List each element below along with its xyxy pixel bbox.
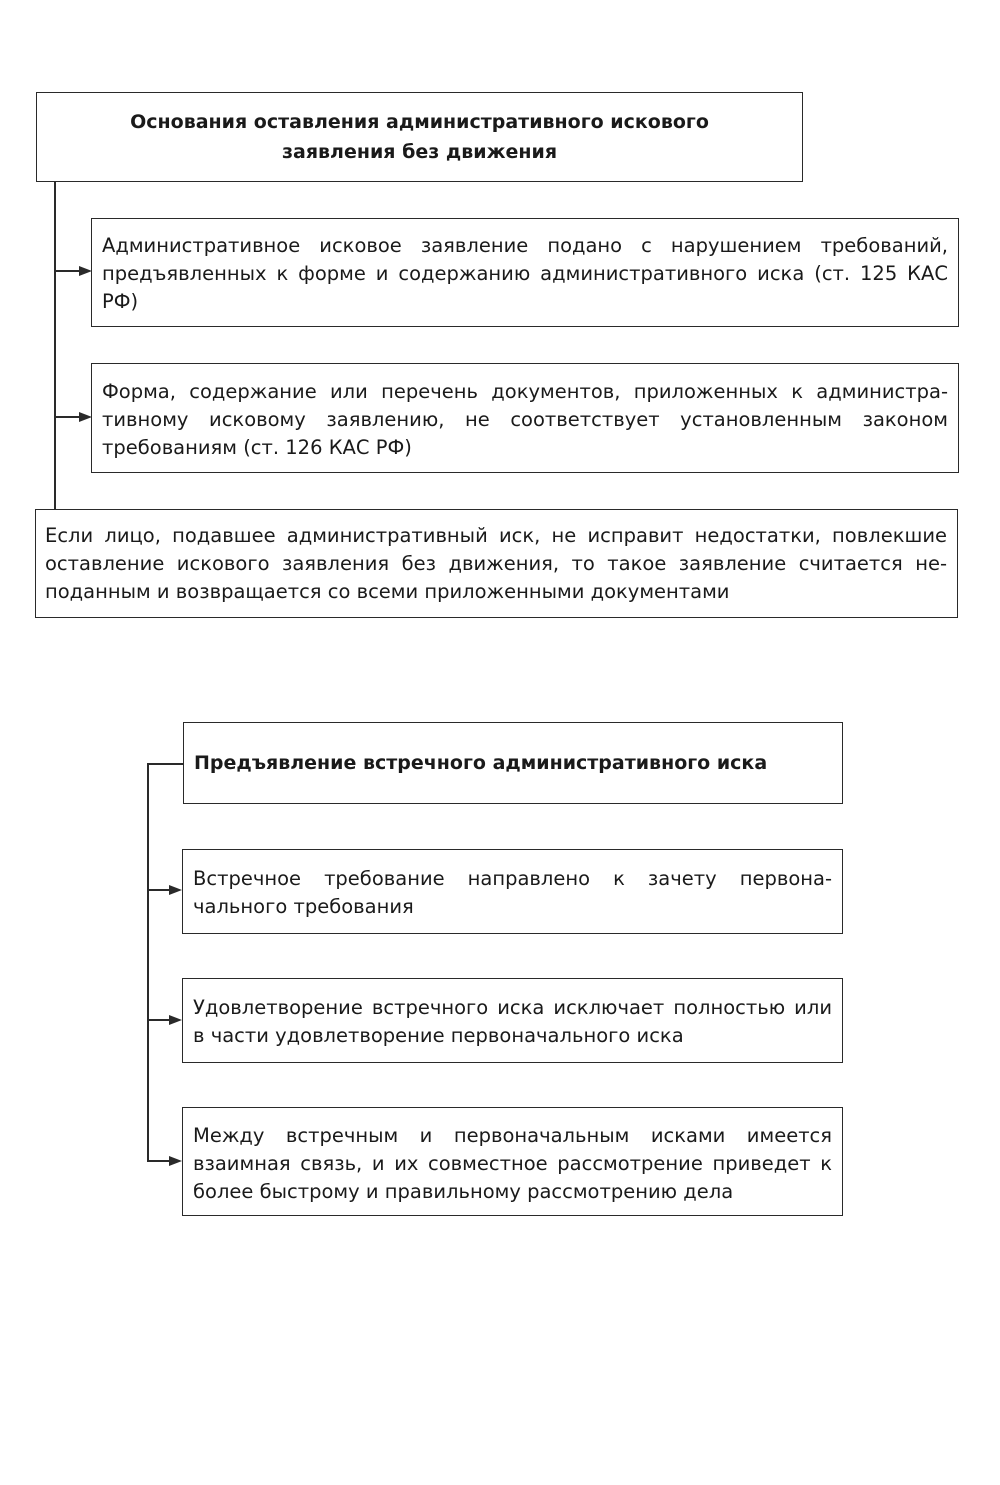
diagram1-note (35, 509, 958, 618)
diagram1-title-box (36, 92, 803, 182)
diagram2-item-3 (182, 1107, 843, 1216)
diagram2-title-box (183, 722, 843, 804)
diagram2-title: Предъявление встречного административного иска (194, 752, 768, 774)
arrow-right-icon (169, 1156, 182, 1166)
diagram1-title: Основания оставления административного искового заявления без движения (130, 111, 709, 163)
diagram2-item-2-text: Удовлетворение встречного иска исключает полностью или в части удовлетворение первоначального иска (193, 996, 832, 1047)
diagram1-item-1 (91, 218, 959, 327)
diagram2-connector-1 (147, 889, 170, 891)
diagram2-connector-2 (147, 1019, 170, 1021)
diagram2-item-1-text: Встречное требование направлено к зачету первоначального требования (193, 867, 832, 918)
diagram2-item-2 (182, 978, 843, 1063)
diagram1-connector-2 (54, 416, 80, 418)
diagram1-connector-1 (54, 270, 80, 272)
diagram1-item-2 (91, 363, 959, 473)
diagram2-item-3-text: Между встречным и первоначальным исками имеется взаимная связь, и их совместное рассмотрение приведет к более быстрому и правильному рассмотрению дела (193, 1124, 832, 1203)
diagram1-connector-vertical (54, 182, 56, 509)
arrow-right-icon (169, 885, 182, 895)
diagram2-connector-3 (147, 1160, 170, 1162)
diagram1-item-2-text: Форма, содержание или перечень документов, приложенных к административному исковому заявлению, не соответствует установленным законом требованиям (ст. 126 КАС РФ) (102, 380, 948, 459)
arrow-right-icon (169, 1015, 182, 1025)
diagram2-connector-top (147, 763, 183, 765)
diagram1-item-1-text: Административное исковое заявление подано с нарушением требований, предъявленных к форме и содержанию административного иска (ст. 125 КАС РФ) (102, 234, 948, 313)
diagram1-note-text: Если лицо, подавшее административный иск, не исправит недостатки, повлекшие оставление искового заявления без движения, то такое заявление считается неподанным и возвращается со всеми приложенными документами (45, 524, 947, 603)
diagram2-connector-vertical (147, 763, 149, 1161)
diagram2-item-1 (182, 849, 843, 934)
